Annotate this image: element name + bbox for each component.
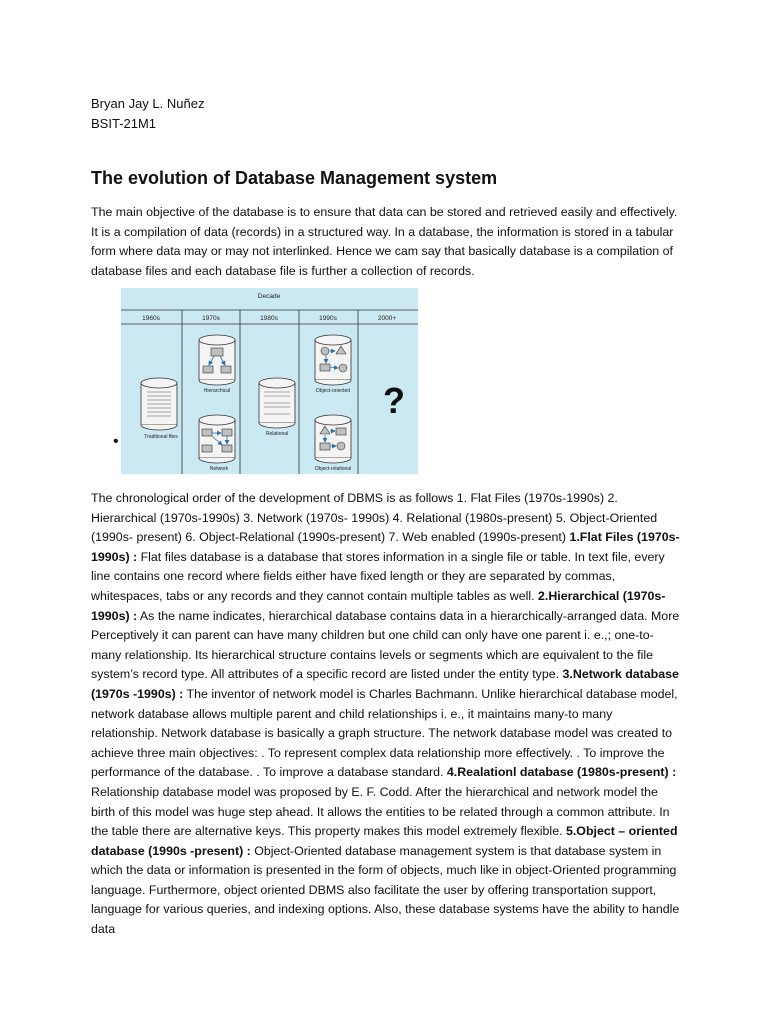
section-heading: 1.Flat Files (1970s-1990s) :: [91, 530, 680, 564]
hierarchical-cylinder: [199, 335, 235, 385]
section-heading: 5.Object – oriented database (1990s -present) :: [91, 824, 678, 858]
decade-header: Decade: [257, 293, 281, 300]
dbms-evolution-diagram: [121, 288, 418, 474]
section-heading: 2.Hierarchical (1970s-1990s) :: [91, 588, 666, 623]
relational-cylinder: [259, 378, 295, 428]
decade-label: 1980s: [260, 315, 278, 322]
body-paragraph: [91, 489, 681, 940]
network-label: Network: [209, 466, 229, 472]
bullet-point: •: [113, 433, 119, 450]
author-section: BSIT-21M1: [91, 116, 157, 131]
dbms-evolution-figure: [121, 288, 418, 474]
intro-paragraph: The main objective of the database is to ensure that data can be stored and retrieved easily and effectively. It is a compilation of data (records) in a structured way. In a database, the information is stored in a tabular form where data may or may not interlinked. Hence we cam say that basically database is a compilation of database files and each database file is further a collection of records.: [91, 205, 678, 278]
object-relational-cylinder: [315, 415, 351, 463]
decade-label: 1990s: [319, 315, 337, 322]
object-relational-label: Object-relational: [314, 466, 352, 472]
body-text: Flat files database is a database that stores information in a single file or table. In text file, every line contains one record where fields either have fixed length or they are separated by commas, whitespaces, tabs or any records and they cannot contain multiple tables as well.: [91, 549, 665, 603]
document-title: The evolution of Database Management system: [91, 168, 498, 188]
decade-label: 1960s: [142, 315, 160, 322]
body-text: The chronological order of the development of DBMS is as follows 1. Flat Files (1970s-1990s) 2. Hierarchical (1970s-1990s) 3. Network (1970s- 1990s) 4. Relational (1980s-present) 5. Object-Oriented (1990s- present) 6. Object-Relational (1990s-present) 7. Web enabled (1990s-present): [91, 491, 658, 545]
network-cylinder: [199, 415, 235, 463]
section-heading: 3.Network database (1970s -1990s) :: [91, 667, 679, 701]
body-text: As the name indicates, hierarchical database contains data in a hierarchically-arranged data. More Perceptively it can parent can have many children but one child can only have one parent i. e.,; one-to-many relationship. Its hierarchical structure contains levels or segments which are equivalent to the file system’s record type. All attributes of a specific record are listed under the entity type.: [91, 608, 680, 682]
object-oriented-label: Object-oriented: [315, 388, 351, 394]
author-name: Bryan Jay L. Nuñez: [91, 96, 205, 111]
author-block: [91, 94, 204, 134]
traditional-files-cylinder: [141, 378, 177, 430]
object-oriented-cylinder: [315, 335, 351, 385]
hierarchical-label: Hierarchical: [203, 388, 231, 394]
body-text: Relationship database model was proposed by E. F. Codd. After the hierarchical and network model the birth of this model was huge step ahead. It allows the entities to be related through a common attribute. In the table there are alternative keys. This property makes this model extremely flexible.: [91, 784, 670, 839]
decade-label: 1970s: [202, 315, 220, 322]
question-mark-icon: ?: [383, 380, 405, 421]
section-heading: 4.Realationl database (1980s-present) :: [446, 765, 677, 780]
body-text: Object-Oriented database management system is that database system in which the data or information is presented in the form of objects, much like in object-Oriented programming language. Furthermore, object oriented DBMS also facilitate the user by offering transportation support, language for various queries, and indexing options. Also, these database systems have the ability to handle data: [91, 843, 680, 937]
traditional-files-label: Traditional files: [144, 434, 178, 440]
body-text: The inventor of network model is Charles Bachmann. Unlike hierarchical database model, network database allows multiple parent and child relationships i. e., it maintains many-to many relationship. Network database is basically a graph structure. The network database model was created to achieve three main objectives: . To represent complex data relationship more effectively. . To improve the performance of the database. . To improve a database standard.: [91, 686, 678, 780]
decade-label: 2000+: [377, 315, 397, 322]
relational-label: Relational: [265, 431, 289, 437]
